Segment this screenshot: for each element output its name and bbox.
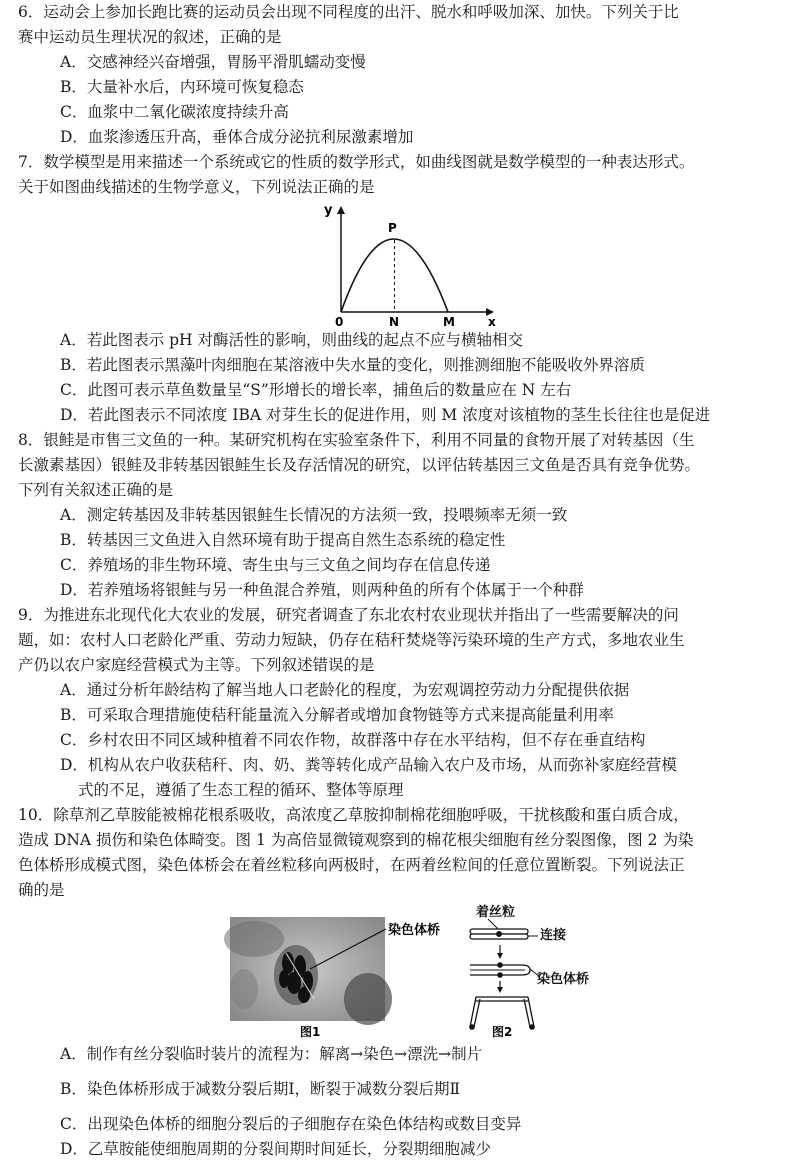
origin-label: 0 <box>335 315 344 328</box>
figure-2-diagram <box>470 904 589 1029</box>
question-stem-line: 造成 DNA 损伤和染色体畸变。图 1 为高倍显微镜观察到的棉花根尖细胞有丝分裂图像，图 2 为染 <box>18 831 694 849</box>
m-label: M <box>443 315 455 328</box>
question-stem-line: 10．除草剂乙草胺能被棉花根系吸收，高浓度乙草胺抑制棉花细胞呼吸，干扰核酸和蛋白质合成， <box>18 806 689 824</box>
figure-2-caption: 图2 <box>492 1025 513 1039</box>
question-10 <box>18 803 784 1162</box>
curve-graph-axis-labels <box>18 314 784 328</box>
centromere-label: 着丝粒 <box>476 905 516 920</box>
question-stem-line: 长激素基因）银鲑及非转基因银鲑生长及存活情况的研究，以评估转基因三文鱼是否具有竞争优势。 <box>18 456 701 474</box>
option-c: C．乡村农田不同区域种植着不同农作物，故群落中存在水平结构，但不存在垂直结构 <box>60 731 646 749</box>
question-stem-line: 下列有关叙述正确的是 <box>18 481 174 499</box>
option-d: D．乙草胺能使细胞周期的分裂间期时间延长，分裂期细胞减少 <box>60 1140 491 1158</box>
question-stem-line: 赛中运动员生理状况的叙述，正确的是 <box>18 28 282 46</box>
y-axis-label: y <box>324 203 333 218</box>
figure-1-label: 染色体桥 <box>388 923 441 938</box>
peak-label: P <box>388 221 397 235</box>
option-d: D．血浆渗透压升高，垂体合成分泌抗利尿激素增加 <box>60 128 414 146</box>
question-stem-line: 色体桥形成模式图，染色体桥会在着丝粒移向两极时，在两着丝粒间的任意位置断裂。下列说法正 <box>18 856 685 874</box>
question-stem-line: 确的是 <box>18 881 65 899</box>
curve-graph <box>18 200 784 316</box>
option-d: D．若此图表示不同浓度 IBA 对芽生长的促进作用，则 M 浓度对该植物的茎生长往往也是促进 <box>60 406 711 424</box>
option-d: D．机构从农户收获秸秆、肉、奶、粪等转化成产品输入农户及市场，从而弥补家庭经营模 <box>60 756 677 774</box>
question-8 <box>18 428 784 603</box>
option-b: B．若此图表示黑藻叶肉细胞在某溶液中失水量的变化，则推测细胞不能吸收外界溶质 <box>60 356 645 374</box>
option-a: A．测定转基因及非转基因银鲑生长情况的方法须一致，投喂频率无须一致 <box>60 506 568 524</box>
figure-1-micrograph <box>224 917 392 1025</box>
x-axis-label: x <box>488 315 496 328</box>
option-c: C．此图可表示草鱼数量呈“S”形增长的增长率，捕鱼后的数量应在 N 左右 <box>60 381 572 399</box>
option-b: B．染色体桥形成于减数分裂后期Ⅰ，断裂于减数分裂后期Ⅱ <box>60 1080 461 1098</box>
bridge-label: 染色体桥 <box>537 972 590 987</box>
option-b: B．可采取合理措施使秸秆能量流入分解者或增加食物链等方式来提高能量利用率 <box>60 706 614 724</box>
option-a: A．交感神经兴奋增强，胃肠平滑肌蠕动变慢 <box>60 53 366 71</box>
option-b: B．转基因三文鱼进入自然环境有助于提高自然生态系统的稳定性 <box>60 531 506 549</box>
question-9 <box>18 603 784 803</box>
question-stem-line: 9．为推进东北现代化大农业的发展，研究者调查了东北农村农业现状并指出了一些需要解决的问 <box>18 606 679 624</box>
option-a: A．若此图表示 pH 对酶活性的影响，则曲线的起点不应与横轴相交 <box>60 331 523 349</box>
question-stem-line: 产仍以农户家庭经营模式为主等。下列叙述错误的是 <box>18 656 375 674</box>
question-6 <box>18 0 784 150</box>
question-7 <box>18 150 784 428</box>
question-stem-line: 6．运动会上参加长跑比赛的运动员会出现不同程度的出汗、脱水和呼吸加深、加快。下列关于比 <box>18 3 679 21</box>
option-d: D．若养殖场将银鲑与另一种鱼混合养殖，则两种鱼的所有个体属于一个种群 <box>60 581 584 599</box>
option-c: C．血浆中二氧化碳浓度持续升高 <box>60 103 289 121</box>
figures-row <box>18 903 784 1041</box>
option-a: A．通过分析年龄结构了解当地人口老龄化的程度，为宏观调控劳动力分配提供依据 <box>60 681 630 699</box>
option-d-continuation: 式的不足，遵循了生态工程的循环、整体等原理 <box>78 781 404 799</box>
option-c: C．养殖场的非生物环境、寄生虫与三文鱼之间均存在信息传递 <box>60 556 491 574</box>
option-c: C．出现染色体桥的细胞分裂后的子细胞存在染色体结构或数目变异 <box>60 1115 522 1133</box>
option-b: B．大量补水后，内环境可恢复稳态 <box>60 78 304 96</box>
question-stem-line: 8．银鲑是市售三文鱼的一种。某研究机构在实验室条件下，利用不同量的食物开展了对转基因（生 <box>18 431 695 449</box>
question-stem-line: 题，如：农村人口老龄化严重、劳动力短缺，仍存在秸秆焚烧等污染环境的生产方式，多地农业生 <box>18 631 685 649</box>
question-stem-line: 7．数学模型是用来描述一个系统或它的性质的数学形式，如曲线图就是数学模型的一种表达形式。 <box>18 153 695 171</box>
option-a: A．制作有丝分裂临时装片的流程为：解离→染色→漂洗→制片 <box>60 1045 483 1063</box>
figure-1-caption: 图1 <box>300 1025 321 1039</box>
n-label: N <box>389 315 400 328</box>
connect-label: 连接 <box>540 928 567 943</box>
y-axis-arrow-icon <box>337 206 345 214</box>
question-stem-line: 关于如图曲线描述的生物学意义，下列说法正确的是 <box>18 178 375 196</box>
